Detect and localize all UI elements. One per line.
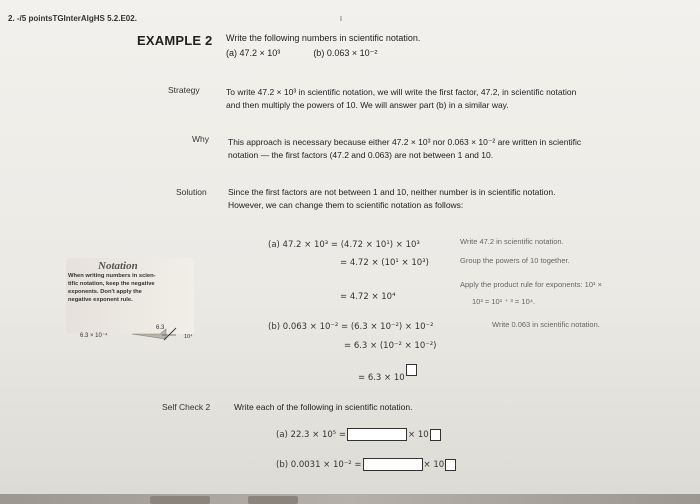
strategy-text — [226, 86, 676, 112]
example-part-a: (a) 47.2 × 10³ — [226, 48, 281, 58]
step-a1: (a) 47.2 × 10³ = (4.72 × 10¹) × 10³ — [268, 240, 420, 250]
strategy-line-2: and then multiply the powers of 10. We will answer part (b) in a similar way. — [226, 100, 509, 110]
solution-text — [228, 186, 678, 212]
notation-example: 6.3 × 10⁻⁴ — [80, 333, 108, 339]
self-check-a-times10: × 10 — [408, 429, 429, 440]
why-line-1: This approach is necessary because either 47.2 × 10³ nor 0.063 × 10⁻² are written in scientific — [228, 137, 582, 147]
step-b3-text: = 6.3 × 10 — [358, 372, 405, 383]
self-check-b — [276, 458, 456, 471]
cursor-marker: I — [340, 16, 342, 23]
notation-crossed-arrow-icon — [130, 326, 178, 342]
step-b1: (b) 0.063 × 10⁻² = (6.3 × 10⁻²) × 10⁻² — [268, 322, 434, 332]
step-a2: = 4.72 × (10¹ × 10³) — [340, 258, 429, 268]
why-label: Why — [192, 134, 209, 144]
solution-line-1: Since the first factors are not between 1 and 10, neither number is in scientific notation. — [228, 187, 556, 197]
notation-title: Notation — [98, 260, 138, 272]
step-a3-note-2: 10³ = 10¹ ⁺ ³ = 10⁴. — [472, 297, 536, 306]
self-check-b-text: (b) 0.0031 × 10⁻² = — [276, 459, 362, 470]
step-b3 — [358, 364, 417, 383]
notation-body: When writing numbers in scien-tific notation, keep the negative exponents. Don't apply the negative exponent rule. — [68, 273, 156, 303]
example-part-b: (b) 0.063 × 10⁻² — [313, 48, 378, 58]
self-check-b-exponent-input[interactable] — [445, 459, 456, 471]
self-check-b-times10: × 10 — [423, 459, 445, 470]
example-title: EXAMPLE 2 — [137, 33, 213, 48]
why-line-2: notation — the first factors (47.2 and 0.063) are not between 1 and 10. — [228, 150, 494, 160]
step-b3-exponent-box — [406, 364, 417, 376]
step-b1-note: Write 0.063 in scientific notation. — [492, 320, 600, 329]
strategy-line-1: To write 47.2 × 10³ in scientific notation, we will write the first factor, 47.2, in scientific notation — [226, 87, 577, 97]
solution-label: Solution — [176, 187, 207, 197]
bottom-tab-2[interactable] — [248, 496, 298, 504]
step-a2-note: Group the powers of 10 together. — [460, 256, 570, 265]
why-text — [228, 136, 678, 162]
self-check-instruction: Write each of the following in scientific notation. — [234, 402, 413, 412]
step-b2: = 6.3 × (10⁻² × 10⁻²) — [344, 341, 437, 351]
self-check-a-mantissa-input[interactable] — [347, 428, 407, 441]
problem-header: 2. -/5 pointsTGInterAlgHS 5.2.E02. — [8, 14, 137, 23]
step-a1-note: Write 47.2 in scientific notation. — [460, 237, 564, 246]
example-instruction: Write the following numbers in scientific notation. — [226, 33, 421, 43]
notation-example-denominator: 10⁴ — [184, 334, 193, 340]
bottom-toolbar — [0, 494, 700, 504]
example-parts — [226, 48, 377, 59]
solution-line-2: However, we can change them to scientific notation as follows: — [228, 200, 464, 210]
strategy-label: Strategy — [168, 85, 200, 95]
bottom-tab-1[interactable] — [150, 496, 210, 504]
self-check-label: Self Check 2 — [162, 402, 211, 412]
step-a3-note-1: Apply the product rule for exponents: 10¹ × — [460, 280, 602, 289]
self-check-a-exponent-input[interactable] — [430, 429, 441, 441]
self-check-b-mantissa-input[interactable] — [363, 458, 423, 471]
self-check-a-text: (a) 22.3 × 10⁵ = — [276, 429, 347, 440]
notation-example-right: 6.3 — [156, 325, 165, 331]
step-a3: = 4.72 × 10⁴ — [340, 292, 396, 302]
self-check-a — [276, 428, 441, 441]
